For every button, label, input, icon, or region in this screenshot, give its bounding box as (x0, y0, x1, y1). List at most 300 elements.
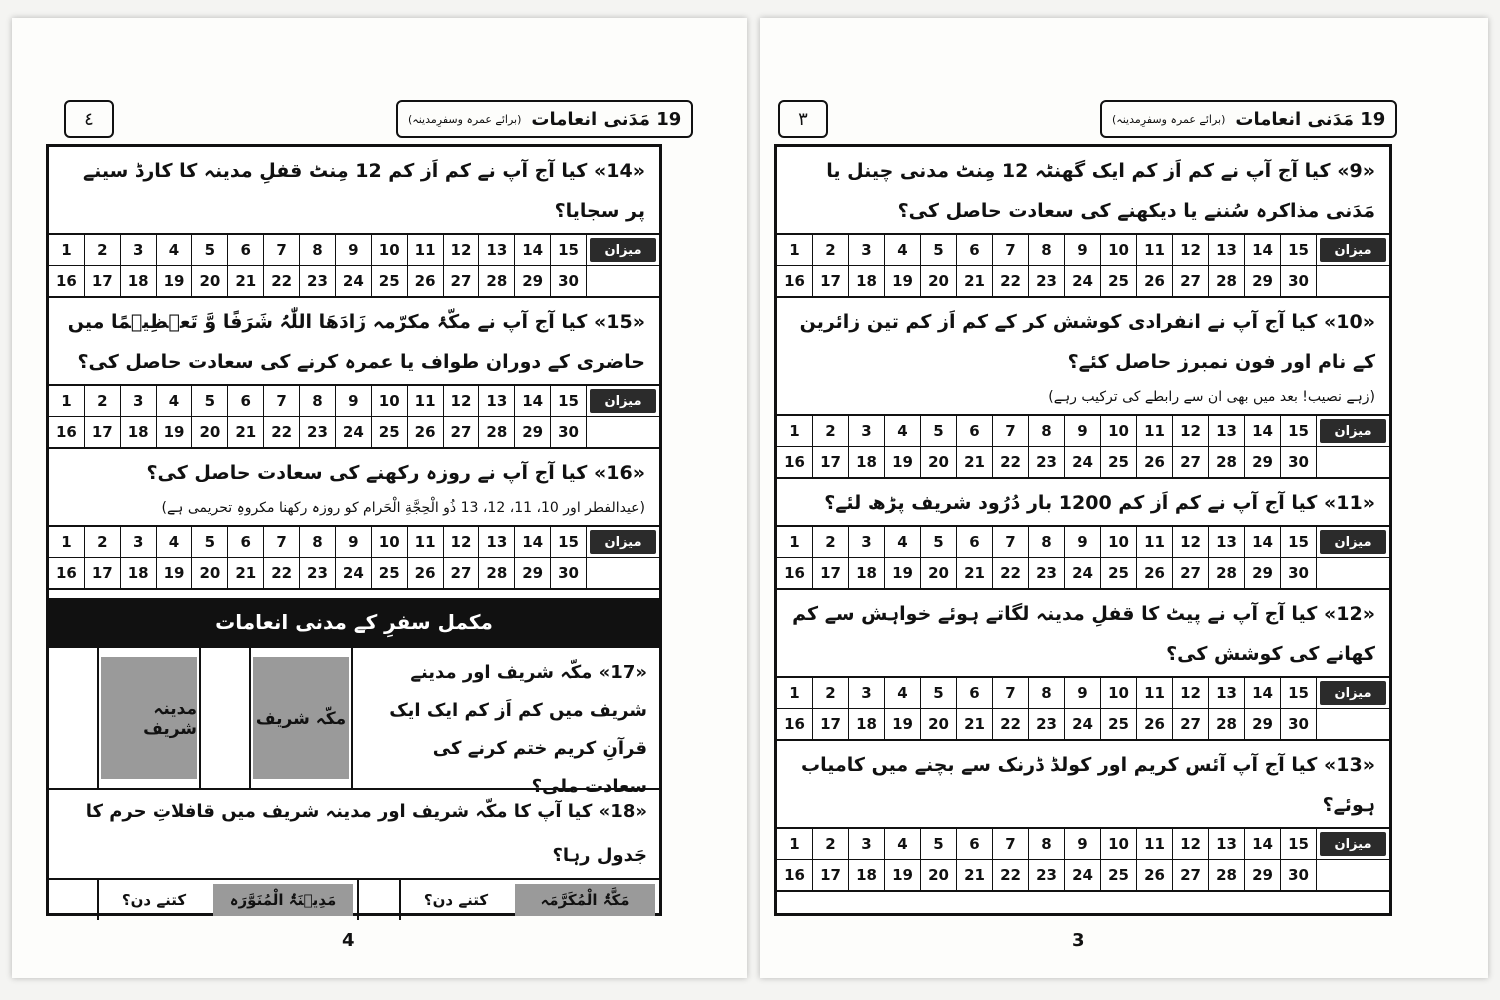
tally-cell[interactable]: 30 (1281, 558, 1317, 588)
tally-cell[interactable]: 5 (921, 235, 957, 266)
tally-cell[interactable]: 21 (957, 709, 993, 739)
days-label-makkah: کتنے دن؟ (399, 880, 511, 920)
question-text: کیا آج آپ نے کم اَز کم 12 مِنٹ قفلِ مدینہ کا کارڈ سینے پر سجایا؟ (82, 160, 645, 222)
tally-cell[interactable]: 17 (813, 447, 849, 477)
tally-cell[interactable]: 17 (813, 266, 849, 296)
tally-cell[interactable]: 4 (885, 235, 921, 266)
tally-cell[interactable]: 1 (49, 527, 85, 558)
tally-cell[interactable]: 16 (777, 447, 813, 477)
tally-cell[interactable]: 3 (121, 386, 157, 417)
tally-cell[interactable]: 21 (957, 447, 993, 477)
tally-cell[interactable]: 7 (993, 527, 1029, 558)
tally-cell[interactable]: 24 (336, 558, 372, 588)
tally-cell[interactable]: 16 (49, 266, 85, 296)
days-input-makkah[interactable] (357, 880, 399, 920)
tally-cell[interactable]: 5 (192, 386, 228, 417)
tally-cell[interactable]: 26 (408, 266, 444, 296)
tally-cell[interactable]: 27 (1173, 860, 1209, 890)
tally-cell[interactable]: 3 (121, 235, 157, 266)
tally-cell[interactable]: 29 (515, 417, 551, 447)
tally-cell[interactable]: 2 (813, 416, 849, 447)
tally-cell[interactable]: 6 (957, 829, 993, 860)
tally-cell[interactable]: 20 (921, 447, 957, 477)
tally-cell[interactable]: 22 (264, 266, 300, 296)
left-page-footer-number: 4 (342, 930, 355, 951)
tally-cell[interactable]: 24 (1065, 266, 1101, 296)
makkah-blank-cell[interactable] (201, 648, 251, 788)
tally-cell[interactable]: 28 (1209, 266, 1245, 296)
tally-cell[interactable]: 5 (192, 235, 228, 266)
tally-cell[interactable]: 16 (777, 860, 813, 890)
header-subtitle-right: (برائے عمرہ وسفرِمدینہ) (1112, 112, 1226, 126)
tally-cell[interactable]: 11 (1137, 829, 1173, 860)
tally-cell[interactable]: 13 (1209, 829, 1245, 860)
tally-cell[interactable]: 1 (777, 527, 813, 558)
tally-cell[interactable]: 15 (1281, 829, 1317, 860)
tally-cell[interactable]: 17 (813, 860, 849, 890)
tally-cell[interactable]: 13 (1209, 678, 1245, 709)
tally-cell[interactable]: 13 (479, 386, 515, 417)
mizan-total-cell[interactable] (1317, 557, 1389, 587)
madinah-shareef-box: مدینہ شریف (101, 657, 197, 779)
question-17-text: «17» مکّہ شریف اور مدینے شریف میں کم اَز کم ایک ایک قرآنِ کریم ختم کرنے کی سعادت ملی؟ (389, 662, 647, 797)
tally-cell[interactable]: 30 (1281, 709, 1317, 739)
tally-cell[interactable]: 17 (85, 266, 121, 296)
tally-cell[interactable]: 3 (849, 678, 885, 709)
tally-cell[interactable]: 22 (993, 266, 1029, 296)
tally-cell[interactable]: 12 (444, 235, 480, 266)
tally-cell[interactable]: 24 (1065, 558, 1101, 588)
tally-cell[interactable]: 28 (1209, 447, 1245, 477)
tally-cell[interactable]: 6 (957, 235, 993, 266)
tally-cell[interactable]: 23 (1029, 709, 1065, 739)
tally-cell[interactable]: 14 (515, 386, 551, 417)
tally-cell[interactable]: 1 (777, 829, 813, 860)
tally-cell[interactable]: 9 (1065, 678, 1101, 709)
tally-cell[interactable]: 6 (957, 527, 993, 558)
right_page-q11-tally-grid (777, 525, 1389, 590)
tally-cell[interactable]: 14 (515, 527, 551, 558)
question-number: 11 (1336, 492, 1363, 514)
tally-cell[interactable]: 24 (1065, 860, 1101, 890)
tally-cell[interactable]: 16 (49, 558, 85, 588)
tally-cell[interactable]: 19 (885, 709, 921, 739)
tally-cell[interactable]: 17 (85, 558, 121, 588)
question-number: 15 (606, 311, 633, 333)
question-text: کیا آج آپ نے انفرادی کوشش کر کے کم اَز کم تین زائرین کے نام اور فون نمبرز حاصل کئے؟ (799, 311, 1375, 373)
tally-cell[interactable]: 1 (49, 386, 85, 417)
tally-cell[interactable]: 23 (1029, 266, 1065, 296)
mizan-label: میزان (590, 530, 656, 554)
tally-cell[interactable]: 1 (777, 678, 813, 709)
tally-cell[interactable]: 29 (1245, 709, 1281, 739)
tally-cell[interactable]: 23 (300, 417, 336, 447)
tally-cell[interactable]: 23 (1029, 447, 1065, 477)
tally-cell[interactable]: 20 (192, 417, 228, 447)
tally-cell[interactable]: 8 (1029, 527, 1065, 558)
right_page-q9-tally-grid (777, 233, 1389, 298)
tally-cell[interactable]: 28 (1209, 709, 1245, 739)
tally-cell[interactable]: 20 (921, 266, 957, 296)
tally-cell[interactable]: 3 (849, 416, 885, 447)
tally-cell[interactable]: 18 (849, 558, 885, 588)
tally-cell[interactable]: 4 (157, 235, 193, 266)
tally-cell[interactable]: 1 (777, 416, 813, 447)
tally-cell[interactable]: 29 (1245, 558, 1281, 588)
question-text: کیا آج آپ نے پیٹ کا قفلِ مدینہ لگاتے ہوئے خواہش سے کم کھانے کی کوشش کی؟ (792, 603, 1375, 665)
question-18 (49, 788, 659, 920)
tally-cell[interactable]: 23 (300, 266, 336, 296)
days-label-madinah: کتنے دن؟ (97, 880, 209, 920)
tally-cell[interactable]: 18 (121, 417, 157, 447)
tally-cell[interactable]: 5 (921, 678, 957, 709)
tally-cell[interactable]: 14 (515, 235, 551, 266)
tally-cell[interactable]: 17 (813, 709, 849, 739)
right-page-number-box: ٣ (778, 100, 828, 138)
right-page-header (760, 100, 1488, 138)
tally-cell[interactable]: 19 (157, 558, 193, 588)
tally-cell[interactable]: 19 (885, 860, 921, 890)
tally-cell[interactable]: 25 (372, 266, 408, 296)
tally-cell[interactable]: 1 (777, 235, 813, 266)
tally-cell[interactable]: 12 (444, 386, 480, 417)
tally-cell[interactable]: 27 (444, 417, 480, 447)
tally-cell[interactable]: 30 (1281, 860, 1317, 890)
tally-cell[interactable]: 27 (444, 266, 480, 296)
tally-cell[interactable]: 28 (479, 417, 515, 447)
mizan-total-cell[interactable] (1317, 446, 1389, 476)
tally-cell[interactable]: 14 (1245, 416, 1281, 447)
right-question-list (777, 147, 1389, 892)
tally-cell[interactable]: 22 (993, 860, 1029, 890)
tally-cell[interactable]: 2 (813, 235, 849, 266)
tally-cell[interactable]: 7 (264, 235, 300, 266)
tally-cell[interactable]: 15 (551, 527, 587, 558)
tally-cell[interactable]: 10 (372, 386, 408, 417)
tally-cell[interactable]: 5 (921, 416, 957, 447)
tally-cell[interactable]: 25 (1101, 266, 1137, 296)
days-input-madinah[interactable] (49, 880, 97, 920)
mizan-total-cell[interactable] (1317, 708, 1389, 738)
tally-cell[interactable]: 13 (1209, 235, 1245, 266)
tally-cell[interactable]: 6 (228, 527, 264, 558)
tally-cell[interactable]: 19 (157, 266, 193, 296)
tally-cell[interactable]: 4 (885, 829, 921, 860)
tally-cell[interactable]: 28 (479, 558, 515, 588)
mizan-total-cell[interactable] (587, 265, 659, 295)
header-title: 19 مَدَنی انعامات (531, 108, 682, 130)
tally-cell[interactable]: 10 (1101, 829, 1137, 860)
tally-cell[interactable]: 7 (993, 235, 1029, 266)
tally-cell[interactable]: 29 (515, 558, 551, 588)
question-17-body: مکّہ شریف اور مدینے شریف میں کم اَز کم ایک ایک قرآنِ کریم ختم کرنے کی سعادت ملی؟ (389, 662, 647, 797)
tally-cell[interactable]: 22 (264, 417, 300, 447)
makkah-checkbox-area[interactable] (251, 648, 353, 788)
tally-cell[interactable]: 18 (121, 266, 157, 296)
tally-cell[interactable]: 20 (192, 266, 228, 296)
header-subtitle: (برائے عمرہ وسفرِمدینہ) (408, 112, 522, 126)
tally-cell[interactable]: 26 (1137, 266, 1173, 296)
tally-cell[interactable]: 19 (885, 266, 921, 296)
tally-cell[interactable]: 29 (1245, 860, 1281, 890)
tally-cell[interactable]: 11 (1137, 235, 1173, 266)
mizan-total-cell[interactable] (1317, 265, 1389, 295)
right_page-q13-tally-grid (777, 827, 1389, 892)
mizan-total-cell[interactable] (587, 416, 659, 446)
tally-cell[interactable]: 25 (372, 558, 408, 588)
tally-cell[interactable]: 6 (228, 386, 264, 417)
mizan-label: میزان (1320, 419, 1386, 443)
question-number: 12 (1336, 603, 1363, 625)
question-note: (زہے نصیب! بعد میں بھی ان سے رابطے کی ترکیب رہے) (1048, 389, 1375, 405)
tally-cell[interactable]: 7 (264, 527, 300, 558)
tally-cell[interactable]: 15 (1281, 235, 1317, 266)
tally-cell[interactable]: 21 (957, 558, 993, 588)
tally-cell[interactable]: 17 (85, 417, 121, 447)
tally-day-cells (49, 527, 587, 588)
tally-cell[interactable]: 15 (1281, 527, 1317, 558)
tally-cell[interactable]: 25 (1101, 709, 1137, 739)
tally-cell[interactable]: 21 (228, 558, 264, 588)
tally-cell[interactable]: 9 (1065, 416, 1101, 447)
question-number: 16 (606, 462, 633, 484)
question-text: کیا آج آپ نے کم اَز کم ایک گھنٹہ 12 مِنٹ مدنی چینل یا مَدَنی مذاکرہ سُننے یا دیکھنے کی سعادت حاصل کی؟ (826, 160, 1375, 222)
tally-cell[interactable]: 7 (993, 829, 1029, 860)
tally-cell[interactable]: 11 (408, 386, 444, 417)
tally-cell[interactable]: 22 (993, 558, 1029, 588)
tally-cell[interactable]: 25 (1101, 860, 1137, 890)
tally-cell[interactable]: 2 (85, 386, 121, 417)
tally-cell[interactable]: 4 (157, 527, 193, 558)
tally-cell[interactable]: 27 (1173, 709, 1209, 739)
tally-cell[interactable]: 24 (336, 266, 372, 296)
tally-cell[interactable]: 15 (551, 235, 587, 266)
tally-cell[interactable]: 9 (1065, 829, 1101, 860)
tally-cell[interactable]: 12 (1173, 678, 1209, 709)
tally-cell[interactable]: 4 (157, 386, 193, 417)
tally-cell[interactable]: 14 (1245, 829, 1281, 860)
tally-cell[interactable]: 20 (921, 709, 957, 739)
tally-cell[interactable]: 3 (121, 527, 157, 558)
tally-cell[interactable]: 2 (813, 829, 849, 860)
tally-cell[interactable]: 15 (1281, 416, 1317, 447)
tally-cell[interactable]: 8 (300, 527, 336, 558)
tally-day-cells (49, 386, 587, 447)
tally-cell[interactable]: 19 (885, 447, 921, 477)
tally-cell[interactable]: 29 (1245, 447, 1281, 477)
tally-cell[interactable]: 24 (1065, 447, 1101, 477)
tally-cell[interactable]: 2 (813, 527, 849, 558)
tally-cell[interactable]: 8 (1029, 416, 1065, 447)
tally-cell[interactable]: 26 (1137, 447, 1173, 477)
tally-cell[interactable]: 13 (479, 235, 515, 266)
tally-cell[interactable]: 25 (1101, 447, 1137, 477)
tally-cell[interactable]: 17 (813, 558, 849, 588)
tally-cell[interactable]: 14 (1245, 527, 1281, 558)
tally-cell[interactable]: 9 (336, 527, 372, 558)
tally-cell[interactable]: 26 (408, 417, 444, 447)
tally-cell[interactable]: 30 (1281, 266, 1317, 296)
tally-cell[interactable]: 9 (336, 386, 372, 417)
tally-cell[interactable]: 19 (157, 417, 193, 447)
tally-cell[interactable]: 6 (228, 235, 264, 266)
mizan-column (1317, 678, 1389, 739)
tally-cell[interactable]: 10 (1101, 235, 1137, 266)
tally-cell[interactable]: 12 (1173, 829, 1209, 860)
question-18-number: 18 (610, 801, 636, 822)
tally-cell[interactable]: 11 (1137, 527, 1173, 558)
tally-cell[interactable]: 8 (1029, 235, 1065, 266)
tally-cell[interactable]: 2 (85, 235, 121, 266)
question-18-answer-row (49, 878, 659, 920)
tally-cell[interactable]: 4 (885, 527, 921, 558)
tally-cell[interactable]: 27 (1173, 266, 1209, 296)
tally-cell[interactable]: 28 (1209, 558, 1245, 588)
tally-cell[interactable]: 2 (85, 527, 121, 558)
tally-cell[interactable]: 26 (1137, 860, 1173, 890)
left-questions-frame (46, 144, 662, 916)
tally-cell[interactable]: 10 (372, 235, 408, 266)
tally-cell[interactable]: 6 (957, 678, 993, 709)
tally-cell[interactable]: 16 (777, 558, 813, 588)
tally-cell[interactable]: 8 (1029, 829, 1065, 860)
tally-cell[interactable]: 27 (1173, 447, 1209, 477)
tally-cell[interactable]: 18 (849, 709, 885, 739)
tally-cell[interactable]: 7 (993, 416, 1029, 447)
tally-cell[interactable]: 9 (1065, 527, 1101, 558)
tally-cell[interactable]: 3 (849, 527, 885, 558)
tally-cell[interactable]: 18 (849, 266, 885, 296)
tally-cell[interactable]: 20 (921, 558, 957, 588)
tally-cell[interactable]: 11 (408, 235, 444, 266)
tally-cell[interactable]: 18 (849, 447, 885, 477)
tally-cell[interactable]: 10 (1101, 527, 1137, 558)
tally-cell[interactable]: 10 (372, 527, 408, 558)
tally-cell[interactable]: 25 (372, 417, 408, 447)
tally-cell[interactable]: 27 (1173, 558, 1209, 588)
tally-cell[interactable]: 28 (1209, 860, 1245, 890)
tally-cell[interactable]: 30 (551, 266, 587, 296)
tally-cell[interactable]: 6 (957, 416, 993, 447)
tally-cell[interactable]: 1 (49, 235, 85, 266)
tally-cell[interactable]: 15 (1281, 678, 1317, 709)
mizan-total-cell[interactable] (587, 557, 659, 587)
tally-cell[interactable]: 18 (849, 860, 885, 890)
tally-cell[interactable]: 12 (1173, 527, 1209, 558)
tally-cell[interactable]: 14 (1245, 235, 1281, 266)
tally-cell[interactable]: 8 (300, 386, 336, 417)
right-questions-frame (774, 144, 1392, 916)
tally-cell[interactable]: 11 (1137, 678, 1173, 709)
tally-cell[interactable]: 20 (921, 860, 957, 890)
tally-cell[interactable]: 24 (336, 417, 372, 447)
tally-cell[interactable]: 22 (993, 709, 1029, 739)
tally-cell[interactable]: 14 (1245, 678, 1281, 709)
tally-cell[interactable]: 9 (336, 235, 372, 266)
tally-cell[interactable]: 16 (777, 709, 813, 739)
tally-cell[interactable]: 4 (885, 678, 921, 709)
tally-cell[interactable]: 5 (921, 829, 957, 860)
tally-cell[interactable]: 23 (1029, 558, 1065, 588)
tally-cell[interactable]: 30 (551, 417, 587, 447)
tally-cell[interactable]: 4 (885, 416, 921, 447)
tally-cell[interactable]: 8 (1029, 678, 1065, 709)
tally-cell[interactable]: 20 (192, 558, 228, 588)
tally-cell[interactable]: 13 (1209, 527, 1245, 558)
tally-cell[interactable]: 12 (444, 527, 480, 558)
tally-cell[interactable]: 18 (121, 558, 157, 588)
tally-cell[interactable]: 22 (993, 447, 1029, 477)
question-18-text: «18» کیا آپ کا مکّہ شریف اور مدینہ شریف میں قافلاتِ حرم کا جَدول رہا؟ (85, 801, 647, 866)
tally-cell[interactable]: 5 (921, 527, 957, 558)
tally-cell[interactable]: 12 (1173, 235, 1209, 266)
tally-cell[interactable]: 8 (300, 235, 336, 266)
tally-cell[interactable]: 26 (408, 558, 444, 588)
tally-cell[interactable]: 29 (1245, 266, 1281, 296)
question-text: کیا آج آپ نے مکّۂ مکرّمہ زَادَھَا اللّٰہُ شَرَفًا وَّ تَعۡظِیۡمًا میں حاضری کے دوران طواف یا عمرہ کرنے کی سعادت حاصل کی؟ (67, 311, 645, 373)
tally-cell[interactable]: 15 (551, 386, 587, 417)
tally-cell[interactable]: 11 (408, 527, 444, 558)
tally-cell[interactable]: 10 (1101, 678, 1137, 709)
tally-cell[interactable]: 30 (1281, 447, 1317, 477)
tally-cell[interactable]: 13 (1209, 416, 1245, 447)
mizan-column (1317, 527, 1389, 588)
tally-cell[interactable]: 16 (49, 417, 85, 447)
tally-cell[interactable]: 12 (1173, 416, 1209, 447)
tally-day-cells (777, 678, 1317, 739)
tally-cell[interactable]: 28 (479, 266, 515, 296)
tally-cell[interactable]: 25 (1101, 558, 1137, 588)
tally-cell[interactable]: 26 (1137, 709, 1173, 739)
tally-cell[interactable]: 21 (228, 417, 264, 447)
tally-cell[interactable]: 3 (849, 829, 885, 860)
mizan-total-cell[interactable] (1317, 859, 1389, 889)
left_page-q15-tally-grid (49, 384, 659, 449)
tally-cell[interactable]: 19 (885, 558, 921, 588)
tally-cell[interactable]: 5 (192, 527, 228, 558)
question-18-body: کیا آپ کا مکّہ شریف اور مدینہ شریف میں قافلاتِ حرم کا جَدول رہا؟ (85, 801, 647, 866)
left-page (12, 18, 747, 978)
tally-cell[interactable]: 10 (1101, 416, 1137, 447)
madinah-checkbox-area[interactable] (99, 648, 201, 788)
tally-cell[interactable]: 26 (1137, 558, 1173, 588)
tally-cell[interactable]: 16 (777, 266, 813, 296)
tally-cell[interactable]: 9 (1065, 235, 1101, 266)
tally-cell[interactable]: 30 (551, 558, 587, 588)
tally-cell[interactable]: 29 (515, 266, 551, 296)
tally-cell[interactable]: 21 (228, 266, 264, 296)
right-page (760, 18, 1488, 978)
mizan-column (587, 235, 659, 296)
tally-cell[interactable]: 24 (1065, 709, 1101, 739)
tally-cell[interactable]: 27 (444, 558, 480, 588)
tally-cell[interactable]: 7 (264, 386, 300, 417)
tally-cell[interactable]: 23 (300, 558, 336, 588)
tally-cell[interactable]: 23 (1029, 860, 1065, 890)
question-16: «16» کیا آج آپ نے روزہ رکھنے کی سعادت حاصل کی؟ (عیدالفطر اور 10، 11، 12، 13 ذُو الْحِجَّةِ الْحَرام کو روزہ رکھنا مکروہِ تحریمی ہے) (49, 449, 659, 525)
tally-cell[interactable]: 7 (993, 678, 1029, 709)
tally-cell[interactable]: 3 (849, 235, 885, 266)
question-15: «15» کیا آج آپ نے مکّۂ مکرّمہ زَادَھَا اللّٰہُ شَرَفًا وَّ تَعۡظِیۡمًا میں حاضری کے دوران طواف یا عمرہ کرنے کی سعادت حاصل کی؟ (67, 311, 645, 373)
tally-cell[interactable]: 11 (1137, 416, 1173, 447)
madinah-blank-cell[interactable] (49, 648, 99, 788)
tally-cell[interactable]: 21 (957, 266, 993, 296)
tally-day-cells (777, 416, 1317, 477)
tally-cell[interactable]: 21 (957, 860, 993, 890)
tally-cell[interactable]: 22 (264, 558, 300, 588)
tally-cell[interactable]: 2 (813, 678, 849, 709)
tally-cell[interactable]: 13 (479, 527, 515, 558)
